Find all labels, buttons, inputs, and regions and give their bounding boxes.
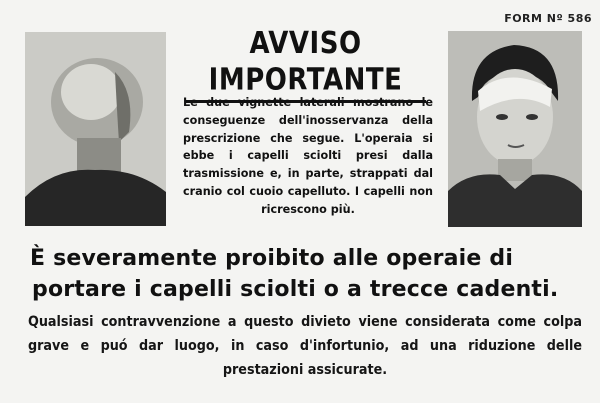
warning <box>30 243 590 305</box>
warning-line-1: È severamente proibito alle operaie di <box>30 246 514 271</box>
description <box>183 94 433 219</box>
warning-line-2: portare i capelli sciolti o a trecce cadenti. <box>32 277 559 302</box>
photo-back-of-head <box>25 32 166 226</box>
notice: Qualsiasi contravvenzione a questo divieto viene considerata come colpa grave e puó dar luogo, in caso d'infortunio, ad una riduzione delle prestazioni assicurate. <box>28 314 582 378</box>
description-text: Le due vignette laterali mostrano le conseguenze dell'inosservanza della prescrizione che segue. L'operaia si ebbe i capelli sciolti presi dalla trasmissione e, in parte, strappati dal cranio col cuoio capelluto. I capelli non ricrescono più. <box>183 96 433 216</box>
form-number: FORM Nº 586 <box>504 12 592 25</box>
title-block <box>183 26 428 103</box>
page-title: AVVISO IMPORTANTE <box>208 26 403 98</box>
photo-injured-worker <box>448 31 582 227</box>
